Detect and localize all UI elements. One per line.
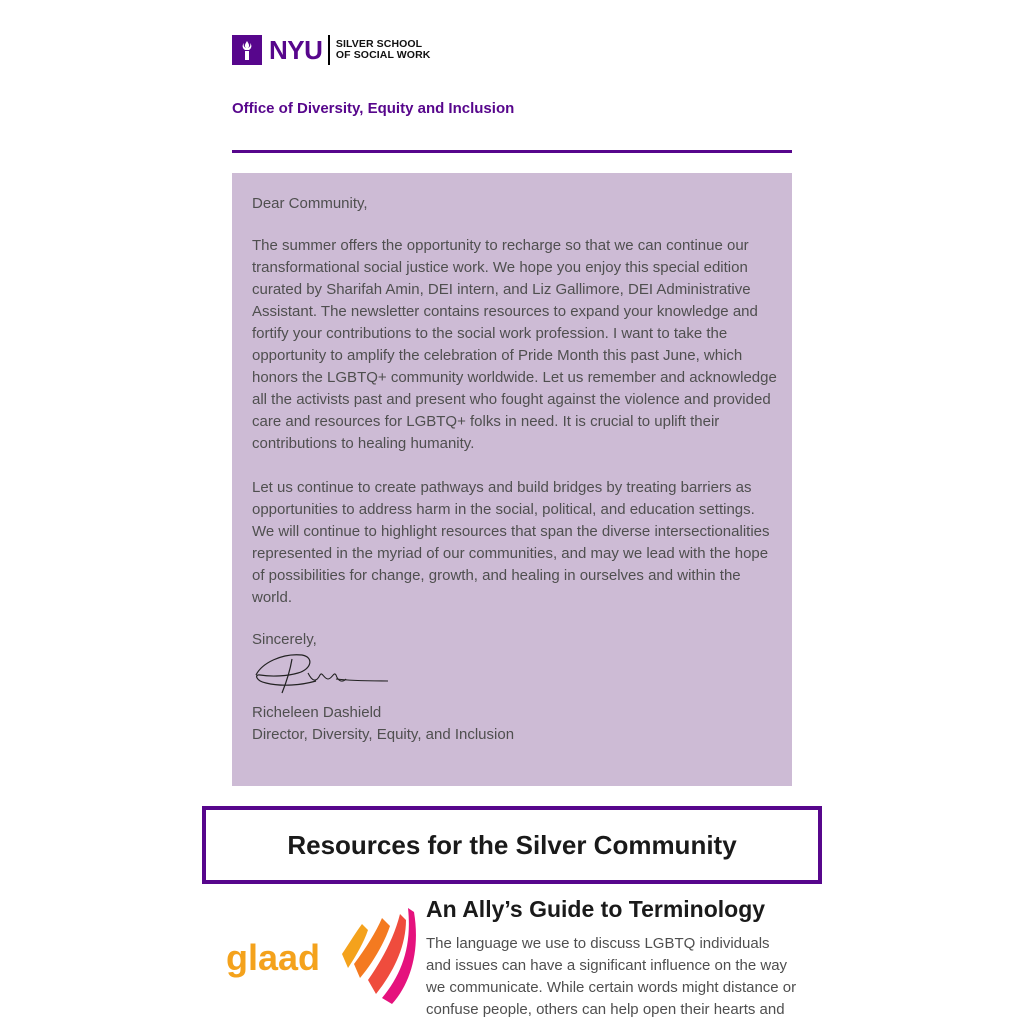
signer-name: Richeleen Dashield xyxy=(252,704,382,721)
logo-divider xyxy=(328,35,330,65)
resources-section-header xyxy=(202,806,822,884)
office-title: Office of Diversity, Equity and Inclusion xyxy=(232,100,515,117)
letter-greeting: Dear Community, xyxy=(252,195,368,212)
glaad-logo[interactable] xyxy=(222,902,418,1006)
ally-guide-title[interactable]: An Ally’s Guide to Terminology xyxy=(426,896,766,922)
header-divider xyxy=(232,150,792,153)
letter-body xyxy=(252,193,778,651)
school-name-line1: SILVER SCHOOL xyxy=(335,38,423,50)
signer-title: Director, Diversity, Equity, and Inclusion xyxy=(252,726,515,743)
nyu-torch-icon xyxy=(232,35,262,65)
ally-guide-description: The language we use to discuss LGBTQ individuals and issues can have a significant influence on the way we communicate. While certain words might distance or confuse people, others can help open their hearts and xyxy=(426,935,797,1018)
handwritten-signature xyxy=(252,645,392,701)
school-name xyxy=(336,39,431,61)
letter-closing: Sincerely, xyxy=(252,631,317,648)
nyu-wordmark: NYU xyxy=(269,35,323,65)
glaad-wordmark: glaad xyxy=(226,937,321,978)
letter-paragraph-1: The summer offers the opportunity to recharge so that we can continue our transformational social justice work. We hope you enjoy this special edition curated by Sharifah Amin, DEI intern, and Liz Gallimore, DEI Administrative Assistant. The newsletter contains resources to expand your knowledge and fortify your contributions to the social work profession. I want to take the opportunity to amplify the celebration of Pride Month this past June, which honors the LGBTQ+ community worldwide. Let us remember and acknowledge all the activists past and present who fought against the violence and provided care and resources for LGBTQ+ folks in need. It is crucial to uplift their contributions to healing humanity. xyxy=(252,237,777,452)
resources-heading: Resources for the Silver Community xyxy=(287,829,737,860)
nyu-logo[interactable] xyxy=(232,34,792,66)
school-name-line2: OF SOCIAL WORK xyxy=(335,49,431,61)
letter-paragraph-2: Let us continue to create pathways and build bridges by treating barriers as opportunities to address harm in the social, political, and education settings. We will continue to highlight resources that span the diverse intersectionalities represented in the myriad of our communities, and may we lead with the hope of possibilities for change, growth, and healing in ourselves and within the world. xyxy=(252,479,770,606)
newsletter-header xyxy=(232,34,792,66)
glaad-stripes-icon xyxy=(342,908,416,1004)
